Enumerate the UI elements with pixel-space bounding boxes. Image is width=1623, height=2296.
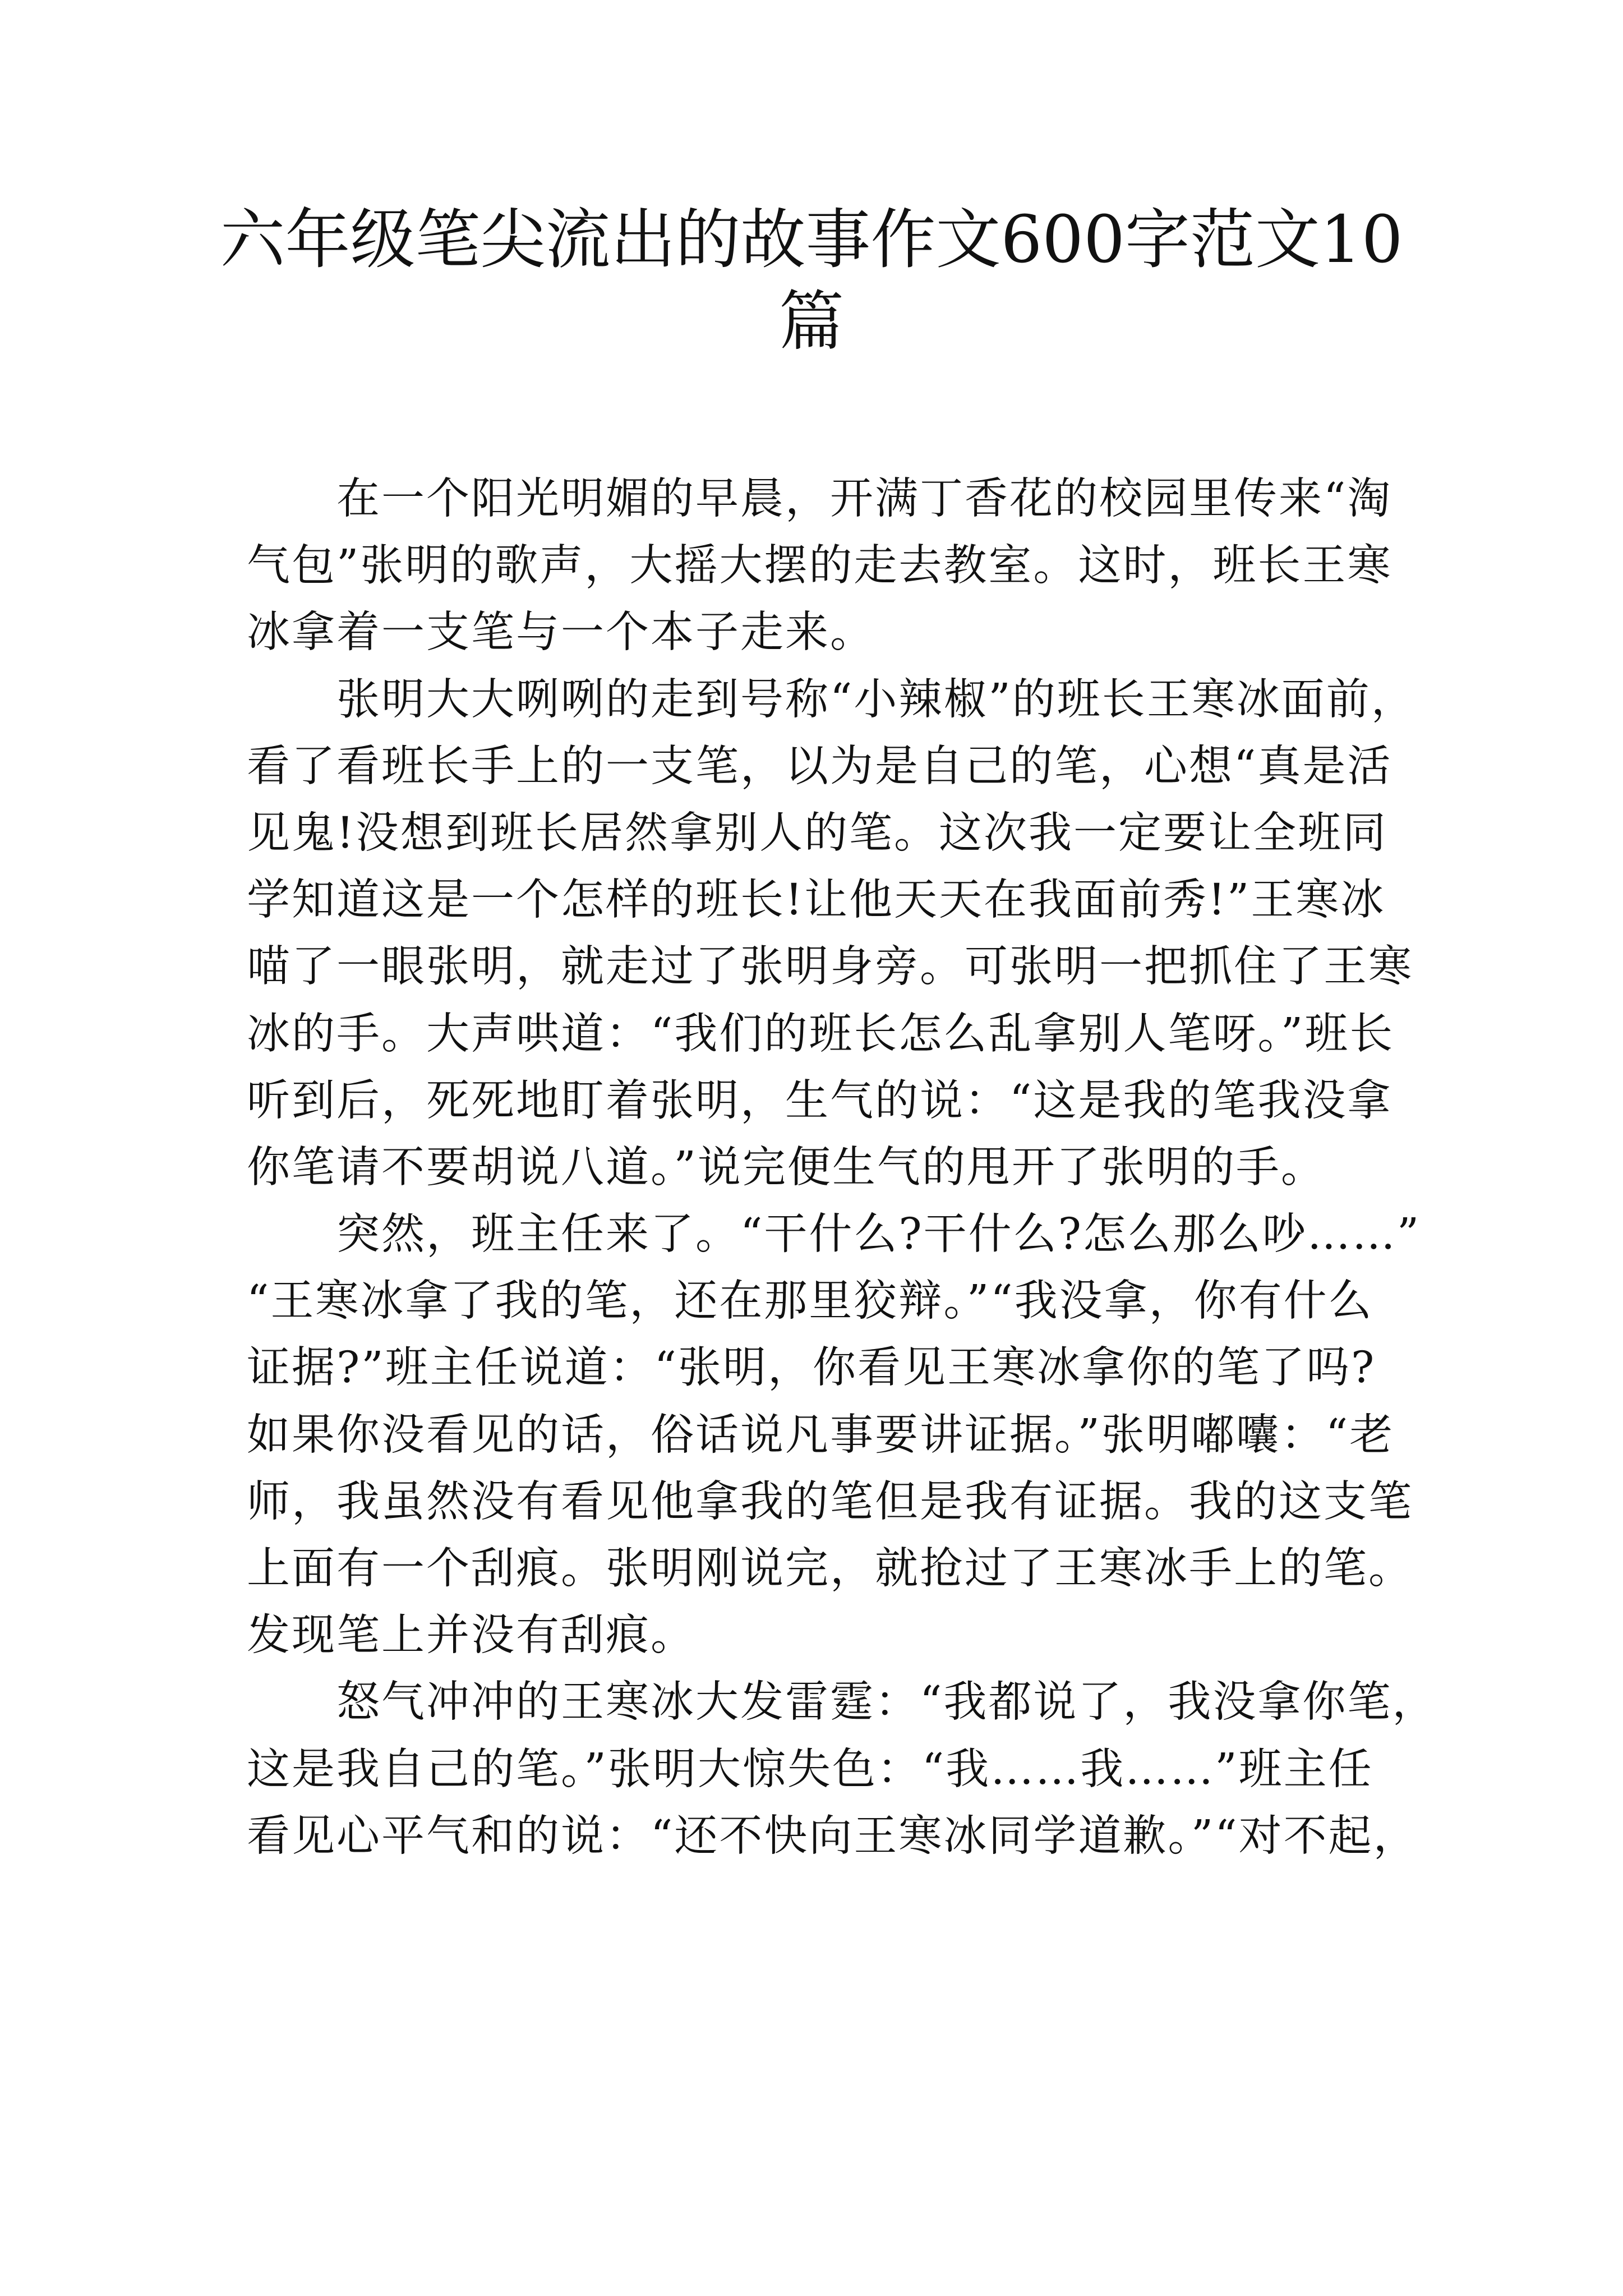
body-line: 听到后，死死地盯着张明，生气的说：“这是我的笔我没拿 — [247, 1075, 1393, 1126]
body-line: 见鬼!没想到班长居然拿别人的笔。这次我一定要让全班同 — [247, 808, 1387, 858]
body-line: 师，我虽然没有看见他拿我的笔但是我有证据。我的这支笔 — [247, 1476, 1413, 1527]
body-line: 上面有一个刮痕。张明刚说完，就抢过了王寒冰手上的笔。 — [247, 1544, 1413, 1594]
body-line: 冰拿着一支笔与一个本子走来。 — [247, 608, 875, 658]
body-line: 在一个阳光明媚的早晨，开满丁香花的校园里传来“淘 — [336, 474, 1393, 524]
body-line: 看了看班长手上的一支笔，以为是自己的笔，心想“真是活 — [247, 741, 1393, 792]
body-line: 学知道这是一个怎样的班长!让他天天在我面前秀!”王寒冰 — [247, 875, 1386, 926]
body-line: 怒气冲冲的王寒冰大发雷霆：“我都说了，我没拿你笔， — [336, 1677, 1437, 1728]
body-line: 证据?”班主任说道：“张明，你看见王寒冰拿你的笔了吗? — [247, 1343, 1376, 1393]
body-line: 突然，班主任来了。“干什么?干什么?怎么那么吵……” — [336, 1209, 1421, 1260]
body-line: 看见心平气和的说：“还不快向王寒冰同学道歉。”“对不起， — [247, 1811, 1418, 1861]
body-line: 你笔请不要胡说八道。”说完便生气的甩开了张明的手。 — [247, 1142, 1326, 1193]
body-line: 张明大大咧咧的走到号称“小辣椒”的班长王寒冰面前， — [336, 674, 1416, 725]
body-line: 冰的手。大声哄道：“我们的班长怎么乱拿别人笔呀。”班长 — [247, 1009, 1395, 1059]
body-line: 这是我自己的笔。”张明大惊失色：“我……我……”班主任 — [247, 1744, 1373, 1795]
document-body — [247, 466, 1437, 1870]
body-line: “王寒冰拿了我的笔，还在那里狡辩。”“我没拿，你有什么 — [247, 1276, 1373, 1327]
document-title — [168, 199, 1455, 363]
title-line-1: 六年级笔尖流出的故事作文600字范文10 — [220, 202, 1403, 278]
body-line: 如果你没看见的话，俗话说凡事要讲证据。”张明嘟囔：“老 — [247, 1410, 1395, 1460]
body-line: 喵了一眼张明，就走过了张明身旁。可张明一把抓住了王寒 — [247, 942, 1413, 992]
body-line: 发现笔上并没有刮痕。 — [247, 1611, 695, 1661]
body-line: 气包”张明的歌声，大摇大摆的走去教室。这时，班长王寒 — [247, 541, 1393, 591]
title-line-2: 篇 — [779, 284, 844, 360]
